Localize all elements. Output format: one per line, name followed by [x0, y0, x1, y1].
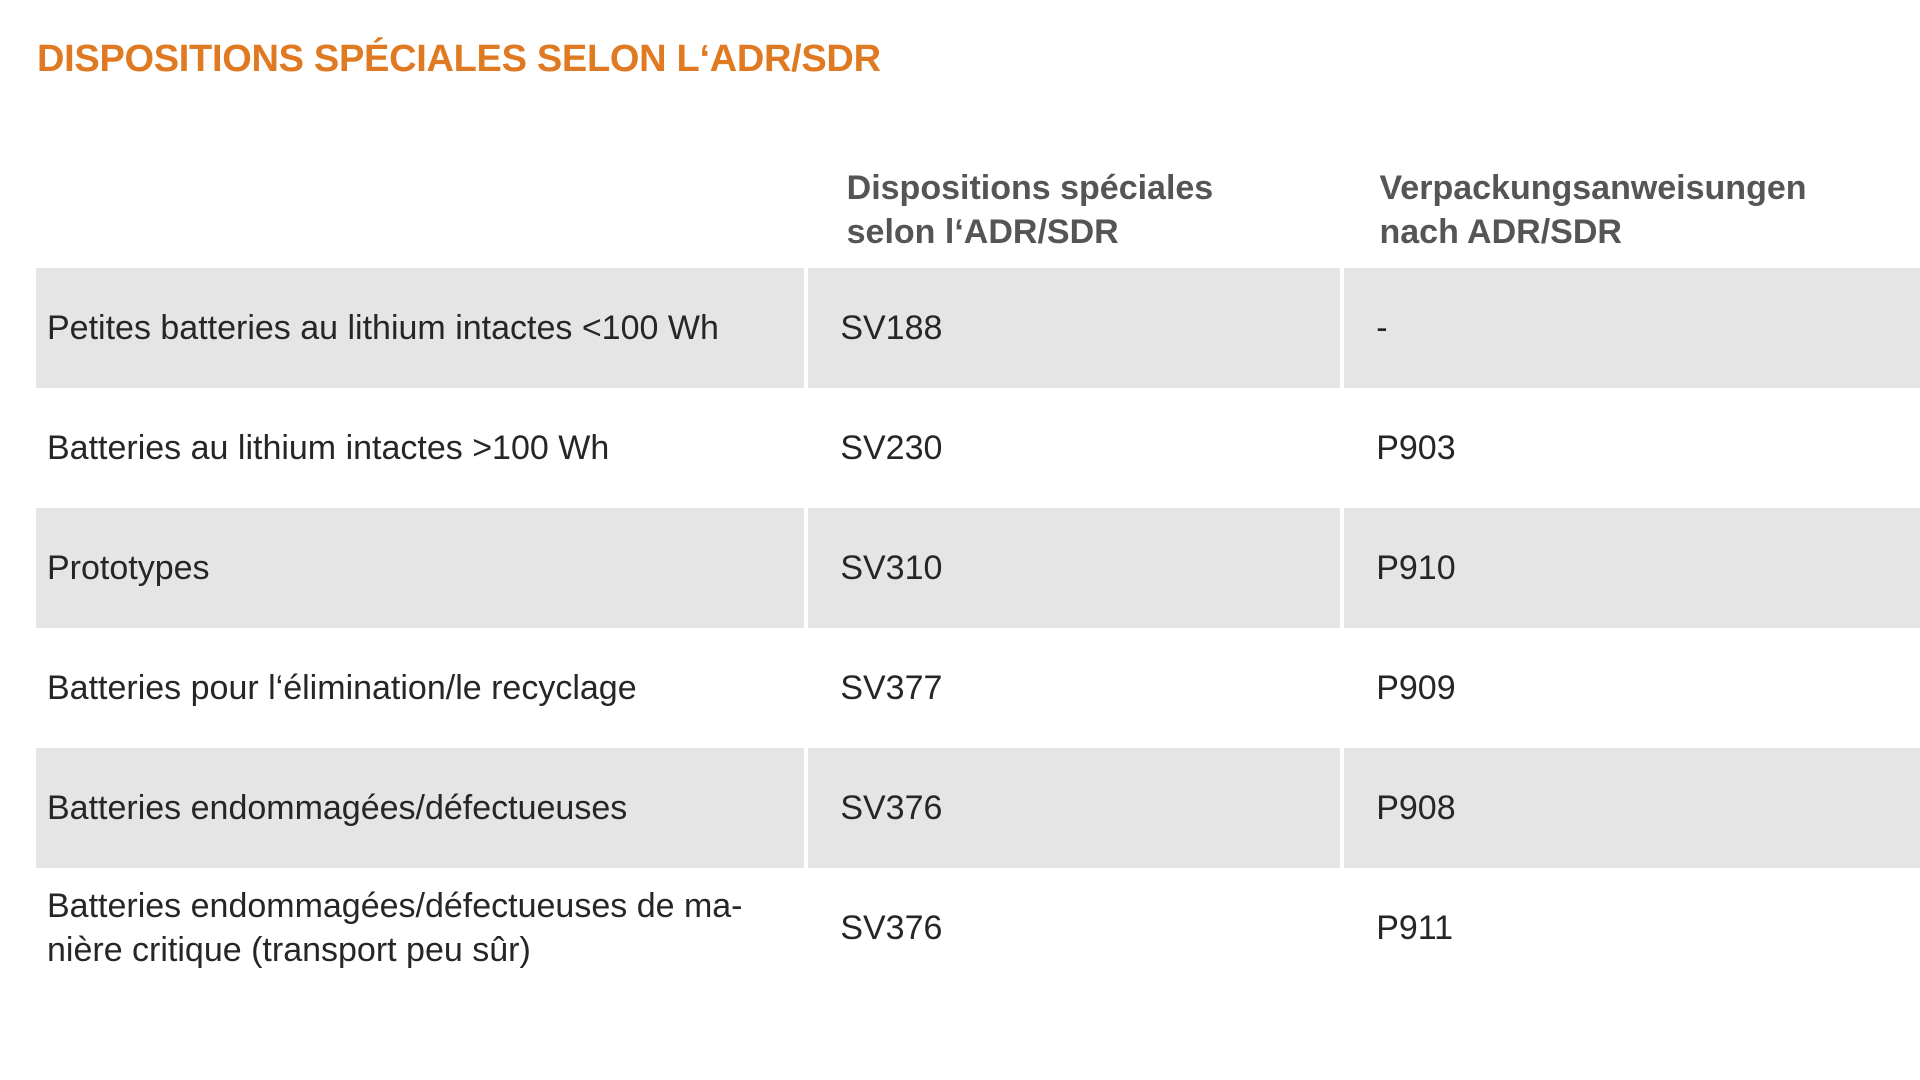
table-row [36, 868, 1920, 988]
dispositions-table [36, 160, 1920, 988]
page-title: DISPOSITIONS SPÉCIALES SELON L‘ADR/SDR [37, 38, 881, 80]
row-special-provision: SV377 [840, 669, 943, 707]
row-label: Batteries au lithium intactes >100 Wh [47, 429, 610, 467]
row-packing-instruction: P903 [1376, 429, 1456, 467]
table-row [36, 388, 1920, 508]
table-row [36, 748, 1920, 868]
table-header-row [36, 160, 1920, 268]
row-packing-instruction: P910 [1344, 508, 1920, 628]
row-label: Batteries endommagées/défectueuses de ma- nière critique (transport peu sûr) [47, 887, 743, 969]
header-packing-instructions: Verpackungsanweisungen nach ADR/SDR [1379, 169, 1807, 251]
row-label: Batteries pour l‘élimination/le recyclage [47, 669, 637, 707]
table-row [36, 508, 1920, 628]
row-packing-instruction: P911 [1376, 909, 1454, 947]
header-empty-cell [36, 160, 811, 268]
row-packing-instruction: P908 [1344, 748, 1920, 868]
row-packing-instruction: P909 [1376, 669, 1456, 707]
row-special-provision: SV376 [808, 748, 1340, 868]
table-row [36, 268, 1920, 388]
row-label: Batteries endommagées/défectueuses [36, 748, 804, 868]
row-packing-instruction: - [1344, 268, 1920, 388]
header-special-provisions: Dispositions spéciales selon l‘ADR/SDR [846, 169, 1214, 251]
row-label: Petites batteries au lithium intactes <100 Wh [36, 268, 804, 388]
row-special-provision: SV376 [840, 909, 943, 947]
row-special-provision: SV188 [808, 268, 1340, 388]
row-label: Prototypes [36, 508, 804, 628]
row-special-provision: SV230 [840, 429, 943, 467]
table-row [36, 628, 1920, 748]
row-special-provision: SV310 [808, 508, 1340, 628]
